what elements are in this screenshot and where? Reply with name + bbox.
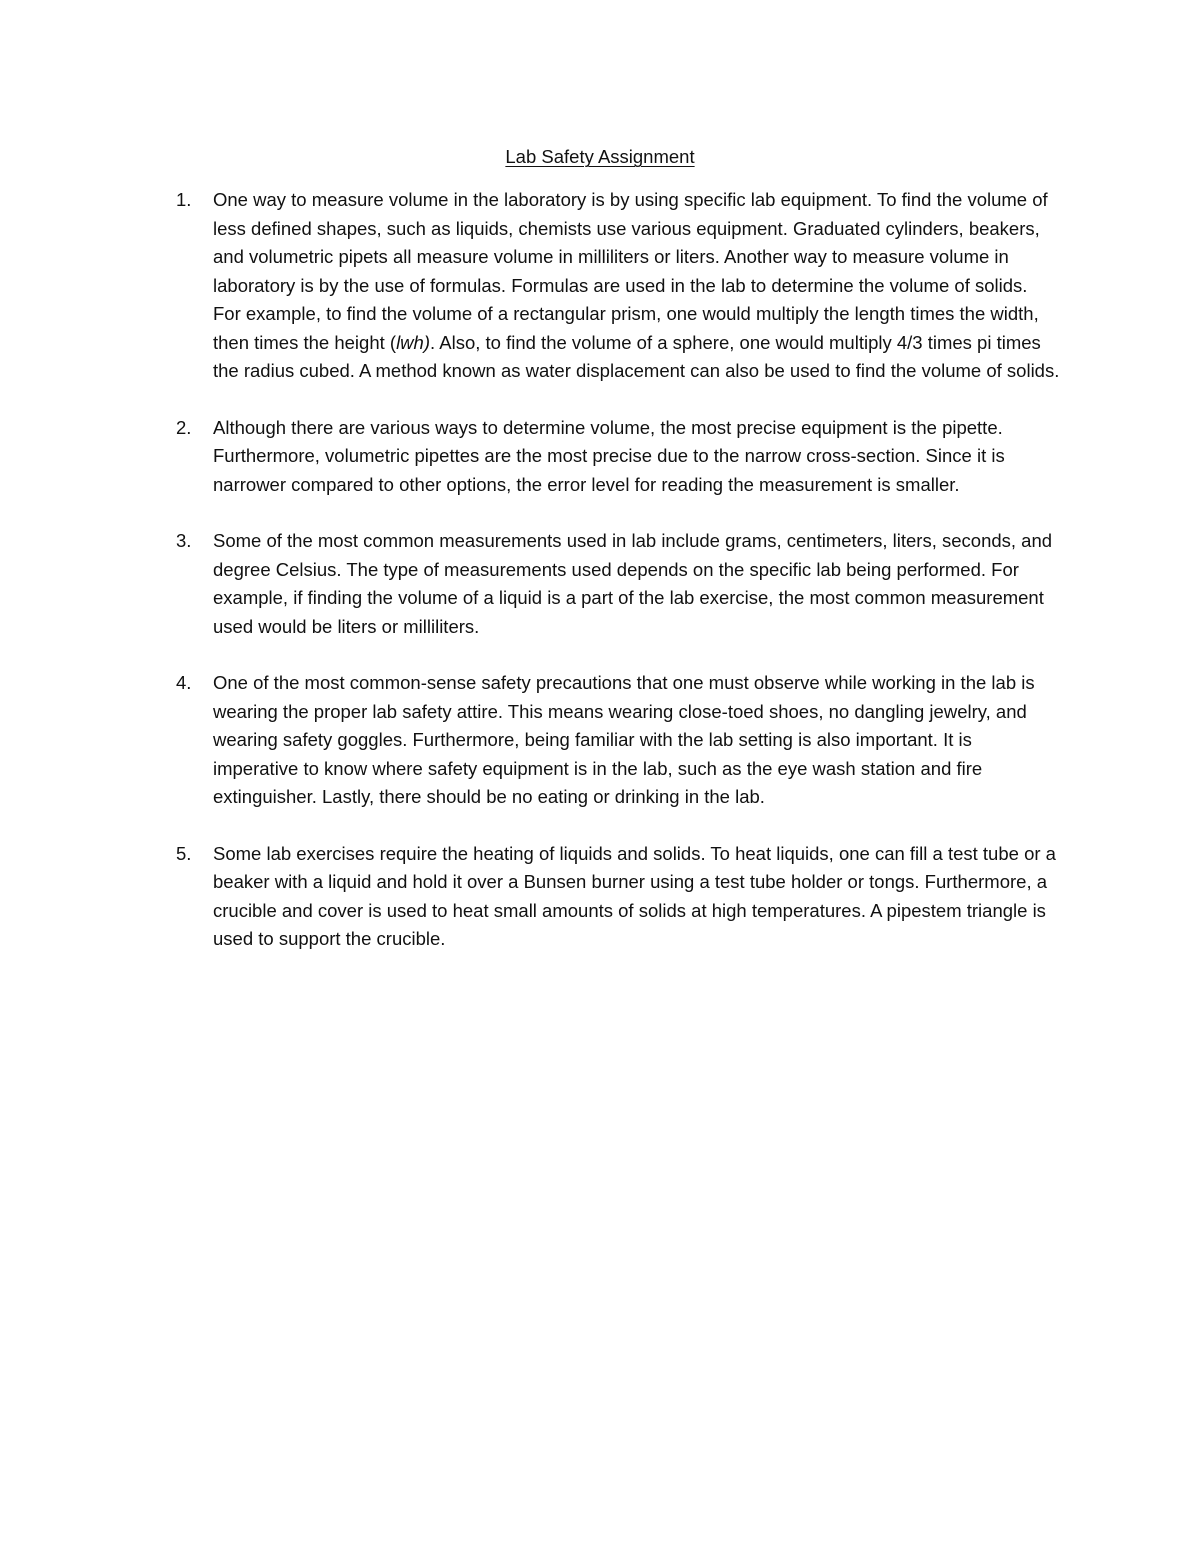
- answer-item-5: [170, 840, 1060, 954]
- answer-text: Some lab exercises require the heating of liquids and solids. To heat liquids, one can fill a test tube or a beaker with a liquid and hold it over a Bunsen burner using a test tube holder or tongs. Furthermore, a crucible and cover is used to heat small amounts of solids at high temperatures. A pipestem triangle is used to support the crucible.: [213, 842, 1056, 949]
- answer-number: 3.: [176, 530, 192, 551]
- answer-item-2: [170, 414, 1060, 500]
- answer-item-3: [170, 527, 1060, 641]
- document-title: [0, 143, 1200, 171]
- answer-text: One of the most common-sense safety precautions that one must observe while working in the lab is wearing the proper lab safety attire. This means wearing close-toed shoes, no dangling jewelry, and wearing safety goggles. Furthermore, being familiar with the lab setting is also important. It is imperative to know where safety equipment is in the lab, such as the eye wash station and fire extinguisher. Lastly, there should be no eating or drinking in the lab.: [213, 672, 1035, 807]
- answer-number: 4.: [176, 672, 192, 693]
- answer-list: [170, 186, 1060, 982]
- document-title-text: Lab Safety Assignment: [505, 146, 695, 167]
- answer-text: Although there are various ways to determine volume, the most precise equipment is the pipette. Furthermore, volumetric pipettes are the most precise due to the narrow cross-section. Since it is narrower compared to other options, the error level for reading the measurement is smaller.: [213, 416, 1005, 495]
- answer-text: [213, 186, 1060, 386]
- answer-item-4: [170, 669, 1060, 812]
- answer-item-1: [170, 186, 1060, 386]
- answer-number: 5.: [176, 842, 192, 864]
- answer-text-part: One way to measure volume in the laboratory is by using specific lab equipment. To find the volume of less defined shapes, such as liquids, chemists use various equipment. Graduated cylinders, beakers, and volumetric pipets all measure volume in milliliters or liters. Another way to measure volume in laboratory is by the use of formulas. Formulas are used in the lab to determine the volume of solids. For example, to find the volume of a rectangular prism, one would multiply the length times the width, then times the height (: [213, 189, 1048, 353]
- answer-text-italic: lwh): [396, 331, 430, 353]
- answer-text-part: . Also, to find the volume of a sphere, one would multiply 4/3 times pi times the radius cubed. A method known as water displacement can also be used to find the volume of solids.: [213, 331, 1060, 381]
- answer-number: 1.: [176, 189, 192, 210]
- answer-text: Some of the most common measurements used in lab include grams, centimeters, liters, seconds, and degree Celsius. The type of measurements used depends on the specific lab being performed. For example, if finding the volume of a liquid is a part of the lab exercise, the most common measurement used would be liters or milliliters.: [213, 530, 1053, 637]
- answer-number: 2.: [176, 416, 192, 438]
